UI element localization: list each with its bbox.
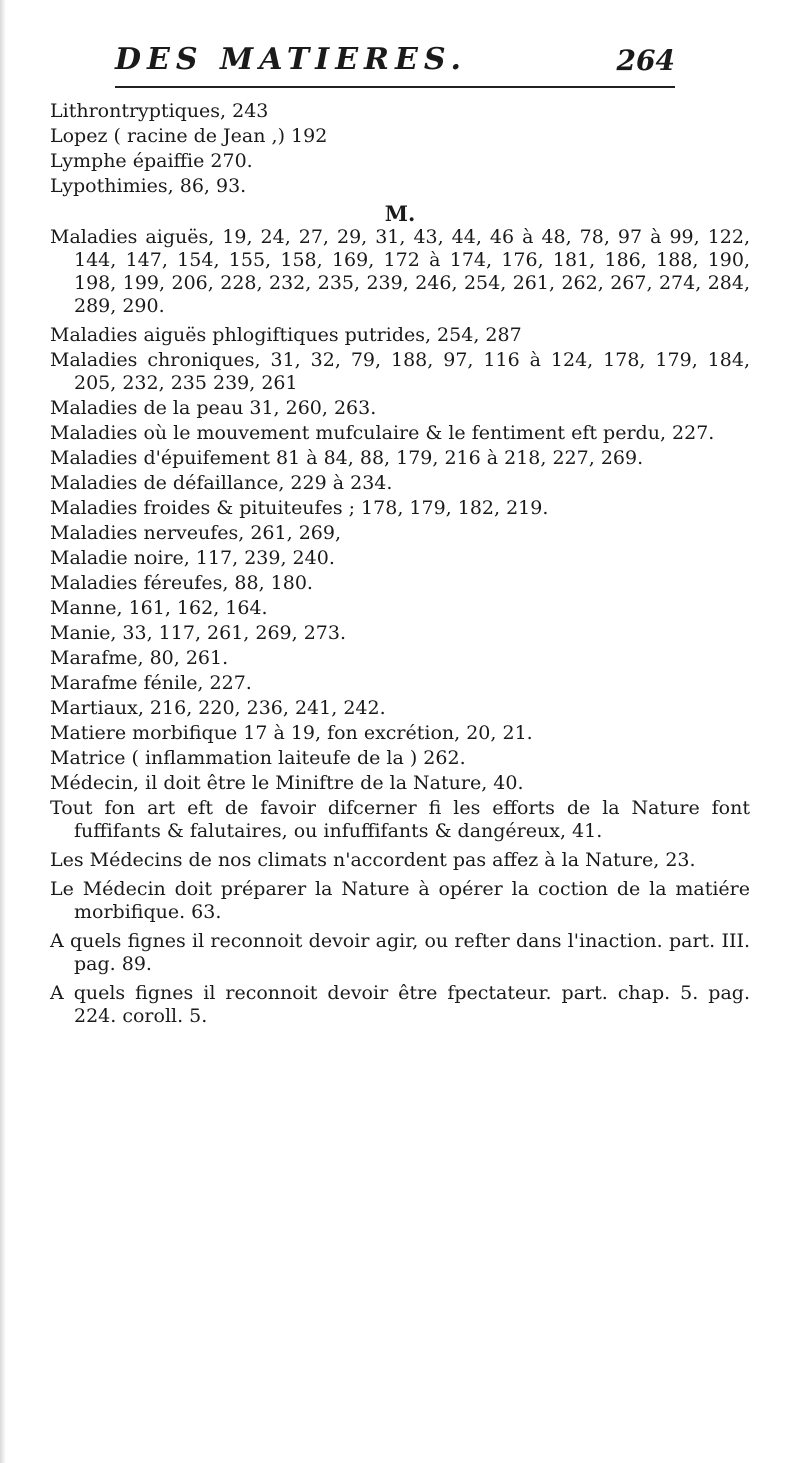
section-letter: M. xyxy=(384,201,416,226)
header-rule xyxy=(115,86,675,88)
index-entry: Les Médecins de nos climats n'accordent pas affez à la Nature, 23. xyxy=(50,849,696,871)
index-entry: Maladies aiguës, 19, 24, 27, 29, 31, 43, 44, 46 à 48, 78, 97 à 99, 122, 144, 147, 154, 155, 158, 169, 172 à 174, 176, 181, 186, 188, 190, 198, 199, 206, 228, 232, 235, 239, 246, 254, 261, 262, 267, 274, 284, 289, 290. xyxy=(50,226,750,317)
index-entry: Maladies froides & pituiteufes ; 178, 179, 182, 219. xyxy=(50,497,549,519)
index-entry: Le Médecin doit préparer la Nature à opérer la coction de la matiére morbifique. 63. xyxy=(50,878,750,923)
index-entry: Marafme fénile, 227. xyxy=(50,672,252,694)
index-entry: Maladies féreufes, 88, 180. xyxy=(50,572,313,594)
index-entry: Maladies aiguës phlogiftiques putrides, 254, 287 xyxy=(50,324,522,346)
index-entry: A quels fignes il reconnoit devoir agir, ou refter dans l'inaction. part. III. pag. 89. xyxy=(50,930,750,975)
index-entry: Maladies nerveufes, 261, 269, xyxy=(50,522,341,544)
index-entry: Médecin, il doit être le Miniftre de la Nature, 40. xyxy=(50,772,524,794)
index-entry: Manne, 161, 162, 164. xyxy=(50,597,268,619)
index-entry: Maladies de la peau 31, 260, 263. xyxy=(50,397,377,419)
index-entry: Tout fon art eft de favoir difcerner fi les efforts de la Nature font fuffifants & falutaires, ou infuffifants & dangéreux, 41. xyxy=(50,797,750,842)
index-entry: Maladies d'épuifement 81 à 84, 88, 179, 216 à 218, 227, 269. xyxy=(50,447,644,469)
index-entry: Maladies où le mouvement mufculaire & le fentiment eft perdu, 227. xyxy=(50,422,715,444)
index-entry: Martiaux, 216, 220, 236, 241, 242. xyxy=(50,697,386,719)
index-entry: Manie, 33, 117, 261, 269, 273. xyxy=(50,622,347,644)
binding-edge xyxy=(0,0,6,1463)
running-title: DES MATIERES. xyxy=(115,42,467,77)
index-entry: Lopez ( racine de Jean ,) 192 xyxy=(50,125,328,147)
index-entry: Lithrontryptiques, 243 xyxy=(50,100,269,122)
page-number: 264 xyxy=(616,44,675,77)
page-header xyxy=(115,38,675,88)
index-entry: Lypothimies, 86, 93. xyxy=(50,175,247,197)
index-entry: Maladies de défaillance, 229 à 234. xyxy=(50,472,393,494)
index-entries xyxy=(50,100,750,1030)
index-entry: Marafme, 80, 261. xyxy=(50,647,229,669)
index-entry: Matiere morbifique 17 à 19, fon excrétion, 20, 21. xyxy=(50,722,533,744)
index-entry: Matrice ( inflammation laiteufe de la ) 262. xyxy=(50,747,466,769)
index-entry: A quels fignes il reconnoit devoir être fpectateur. part. chap. 5. pag. 224. coroll. 5. xyxy=(50,982,750,1027)
index-entry: Maladie noire, 117, 239, 240. xyxy=(50,547,335,569)
index-entry: Maladies chroniques, 31, 32, 79, 188, 97, 116 à 124, 178, 179, 184, 205, 232, 235 239, 261 xyxy=(50,349,750,394)
index-entry: Lymphe épaiffie 270. xyxy=(50,150,253,172)
